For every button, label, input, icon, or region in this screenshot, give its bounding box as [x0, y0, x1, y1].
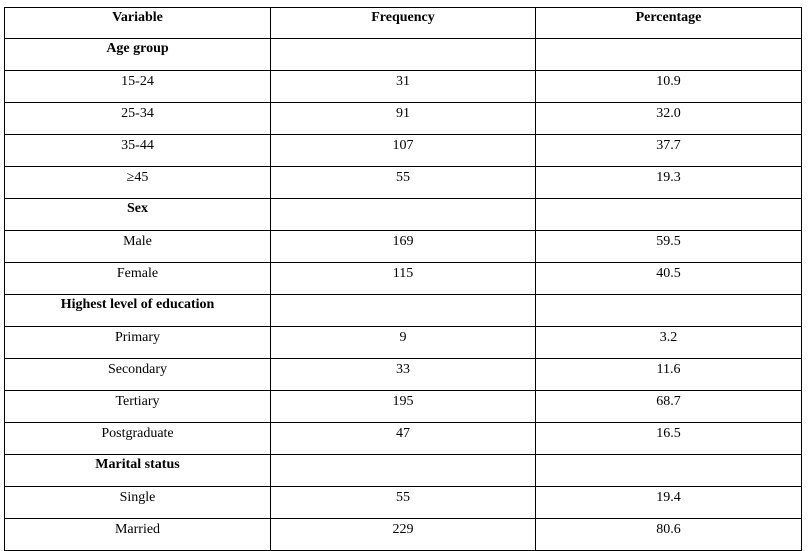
frequency-cell: 55 — [271, 167, 536, 199]
table-row — [5, 487, 802, 519]
percentage-cell: 32.0 — [536, 103, 802, 135]
group-row — [5, 39, 802, 71]
percentage-cell: 40.5 — [536, 263, 802, 295]
group-label: Age group — [5, 39, 271, 71]
table-row — [5, 103, 802, 135]
header-row — [5, 8, 802, 39]
variable-cell: Single — [5, 487, 271, 519]
variable-cell: Postgraduate — [5, 423, 271, 455]
percentage-cell: 19.4 — [536, 487, 802, 519]
table-header — [5, 8, 802, 39]
empty-cell — [271, 455, 536, 487]
frequency-cell: 47 — [271, 423, 536, 455]
frequency-cell: 55 — [271, 487, 536, 519]
frequency-cell: 31 — [271, 71, 536, 103]
frequency-cell: 9 — [271, 327, 536, 359]
empty-cell — [536, 39, 802, 71]
table-row — [5, 359, 802, 391]
percentage-cell: 16.5 — [536, 423, 802, 455]
group-label: Sex — [5, 199, 271, 231]
variable-cell: Married — [5, 519, 271, 551]
percentage-cell: 80.6 — [536, 519, 802, 551]
frequency-cell: 229 — [271, 519, 536, 551]
variable-cell: 25-34 — [5, 103, 271, 135]
frequency-cell: 169 — [271, 231, 536, 263]
table-row — [5, 391, 802, 423]
percentage-cell: 68.7 — [536, 391, 802, 423]
table-row — [5, 231, 802, 263]
group-row — [5, 199, 802, 231]
empty-cell — [271, 199, 536, 231]
empty-cell — [536, 455, 802, 487]
frequency-cell: 195 — [271, 391, 536, 423]
empty-cell — [271, 295, 536, 327]
variable-cell: Tertiary — [5, 391, 271, 423]
table-body — [5, 39, 802, 551]
frequency-cell: 33 — [271, 359, 536, 391]
table-row — [5, 327, 802, 359]
demographics-table — [4, 7, 802, 551]
percentage-cell: 37.7 — [536, 135, 802, 167]
table-row — [5, 519, 802, 551]
frequency-cell: 107 — [271, 135, 536, 167]
variable-cell: ≥45 — [5, 167, 271, 199]
table-row — [5, 423, 802, 455]
variable-cell: Primary — [5, 327, 271, 359]
frequency-cell: 91 — [271, 103, 536, 135]
variable-cell: Female — [5, 263, 271, 295]
percentage-cell: 11.6 — [536, 359, 802, 391]
table-row — [5, 167, 802, 199]
header-frequency: Frequency — [271, 8, 536, 39]
percentage-cell: 19.3 — [536, 167, 802, 199]
table-row — [5, 71, 802, 103]
empty-cell — [271, 39, 536, 71]
header-percentage: Percentage — [536, 8, 802, 39]
header-variable: Variable — [5, 8, 271, 39]
variable-cell: Male — [5, 231, 271, 263]
table-row — [5, 263, 802, 295]
group-label: Marital status — [5, 455, 271, 487]
variable-cell: 15-24 — [5, 71, 271, 103]
empty-cell — [536, 199, 802, 231]
group-label: Highest level of education — [5, 295, 271, 327]
frequency-cell: 115 — [271, 263, 536, 295]
empty-cell — [536, 295, 802, 327]
percentage-cell: 10.9 — [536, 71, 802, 103]
variable-cell: 35-44 — [5, 135, 271, 167]
table-row — [5, 135, 802, 167]
variable-cell: Secondary — [5, 359, 271, 391]
group-row — [5, 295, 802, 327]
percentage-cell: 3.2 — [536, 327, 802, 359]
percentage-cell: 59.5 — [536, 231, 802, 263]
group-row — [5, 455, 802, 487]
